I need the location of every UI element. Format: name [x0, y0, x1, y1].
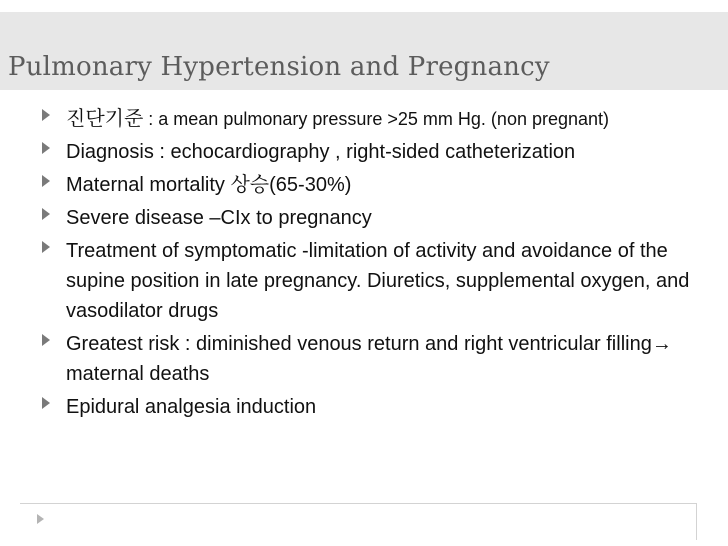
- bullet-list: [40, 104, 700, 425]
- bullet-text: : a mean pulmonary pressure >25 mm Hg. (non pregnant): [143, 109, 610, 129]
- triangle-bullet-icon: [42, 334, 50, 346]
- bullet-text: Epidural analgesia induction: [66, 396, 317, 418]
- bullet-item: [40, 137, 700, 167]
- bullet-item: [40, 392, 700, 422]
- bullet-text: Greatest risk : diminished venous return and right ventricular filling: [66, 333, 652, 355]
- bullet-text: Treatment of symptomatic -limitation of activity and avoidance of the supine position in late pregnancy. Diuretics, supplemental oxygen, and vasodilator drugs: [66, 240, 690, 322]
- bullet-item: [40, 104, 700, 134]
- bullet-item: [40, 203, 700, 233]
- bullet-text: Diagnosis : echocardiography , right-sided catheterization: [66, 141, 576, 163]
- triangle-bullet-icon: [42, 175, 50, 187]
- triangle-bullet-icon: [42, 142, 50, 154]
- triangle-bullet-icon: [42, 241, 50, 253]
- triangle-bullet-icon: [42, 397, 50, 409]
- bullet-item: [40, 236, 700, 326]
- bullet-text: Maternal mortality 상승(65-30%): [66, 174, 352, 196]
- triangle-bullet-icon: [42, 208, 50, 220]
- bullet-lead: 진단기준: [66, 108, 144, 130]
- bullet-item: [40, 329, 700, 389]
- bullet-text: Severe disease –CIx to pregnancy: [66, 207, 372, 229]
- footer-frame: [20, 503, 697, 540]
- triangle-bullet-icon: [42, 109, 50, 121]
- bullet-item: [40, 170, 700, 200]
- triangle-arrow-icon: [37, 514, 44, 524]
- bullet-tail: maternal deaths: [66, 363, 210, 385]
- right-arrow-icon: →: [651, 333, 672, 355]
- slide-title: Pulmonary Hypertension and Pregnancy: [8, 52, 550, 82]
